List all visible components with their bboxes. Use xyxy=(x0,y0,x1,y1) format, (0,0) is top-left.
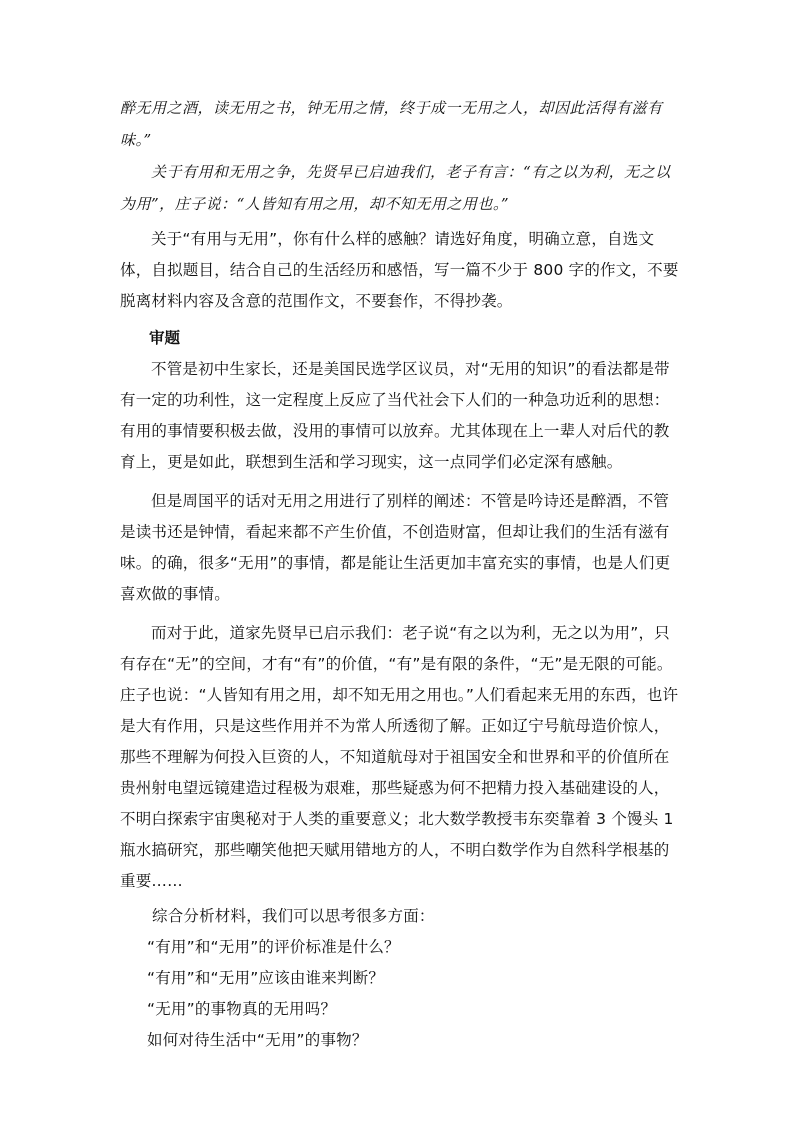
question-item: “有用”和“无用”应该由谁来判断？ xyxy=(147,969,385,987)
essay-prompt: 关于“有用与无用”，你有什么样的感触？请选好角度，明确立意，自选文体，自拟题目，结合自己的生活经历和感悟，写一篇不少于 800 字的作文，不要脱离材料内容及含意的范围作文，不要套作，不得抄袭。 xyxy=(120,230,679,310)
analysis-paragraph-1: 不管是初中生家长，还是美国民选学区议员，对“无用的知识”的看法都是带有一定的功利性，这一定程度上反应了当代社会下人们的一种急功近利的思想：有用的事情要积极去做，没用的事情可以放弃。尤其体现在上一辈人对后代的教育上，更是如此，联想到生活和学习现实，这一点同学们必定深有感触。 xyxy=(120,360,670,471)
document-body xyxy=(120,92,680,1056)
analysis-paragraph-3: 而对于此，道家先贤早已启示我们：老子说“有之以为利，无之以为用”，只有存在“无”的空间，才有“有”的价值，“有”是有限的条件，“无”是无限的可能。庄子也说：“人皆知有用之用，却不知无用之用也。”人们看起来无用的东西，也许是大有作用，只是这些作用并不为常人所透彻了解。正如辽宁号航母造价惊人，那些不理解为何投入巨资的人，不知道航母对于祖国安全和世界和平的价值所在贵州射电望远镜建造过程极为艰难，那些疑惑为何不把精力投入基础建设的人，不明白探索宇宙奥秘对于人类的重要意义；北大数学教授韦东奕靠着 3 个馒头 1 瓶水搞研究，那些嘲笑他把天赋用错地方的人，不明白数学作为自然科学根基的重要…… xyxy=(120,624,679,890)
analysis-paragraph-2: 但是周国平的话对无用之用进行了别样的阐述：不管是吟诗还是醉酒，不管是读书还是钟情，看起来都不产生价值，不创造财富，但却让我们的生活有滋有味。的确，很多“无用”的事情，都是能让生活更加丰富充实的事情，也是人们更喜欢做的事情。 xyxy=(120,492,671,603)
quote-continuation: 醉无用之酒，读无用之书，钟无用之情，终于成一无用之人，却因此活得有滋有味。” xyxy=(120,99,663,149)
quote-laozi-zhuangzi: 关于有用和无用之争，先贤早已启迪我们，老子有言：“有之以为利，无之以为用”，庄子说：“人皆知有用之用，却不知无用之用也。” xyxy=(120,163,671,213)
question-item: 如何对待生活中“无用”的事物？ xyxy=(147,1031,368,1049)
question-item: “无用”的事物真的无用吗？ xyxy=(147,1000,337,1018)
question-item: “有用”和“无用”的评价标准是什么？ xyxy=(147,938,400,956)
summary-intro: 综合分析材料，我们可以思考很多方面： xyxy=(152,907,435,925)
section-heading: 审题 xyxy=(149,329,181,347)
